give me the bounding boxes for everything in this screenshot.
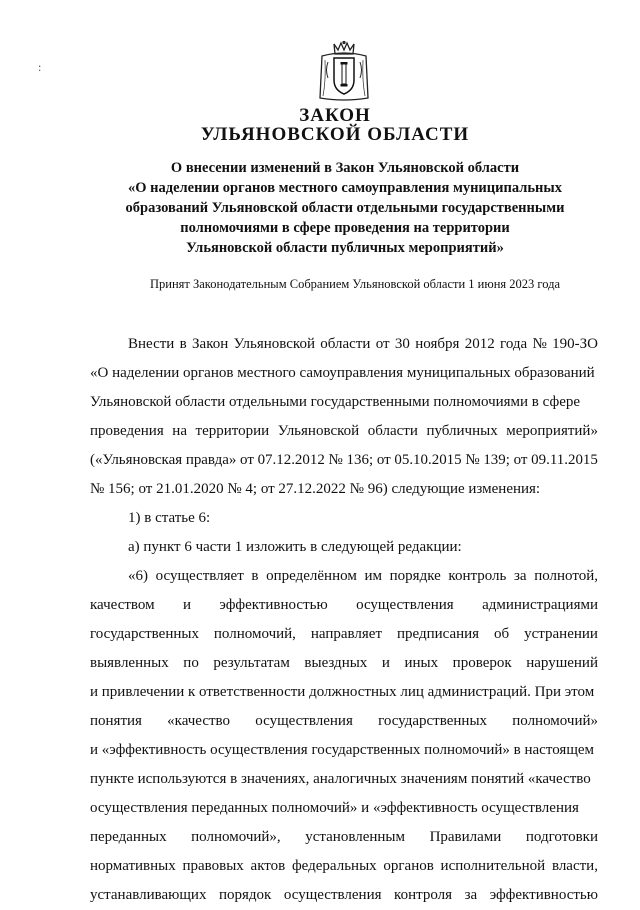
heading-line: Ульяновской области публичных мероприятий» xyxy=(186,240,504,256)
body-line xyxy=(90,881,598,910)
body-text: осуществления переданных полномочий» и «эффективность осуществления xyxy=(90,800,579,816)
body-text: а) пункт 6 части 1 изложить в следующей редакции: xyxy=(128,539,462,555)
body-text: № 156; от 21.01.2020 № 4; от 27.12.2022 № 96) следующие изменения: xyxy=(90,481,541,497)
body-word: контроль xyxy=(448,568,507,584)
body-word: устранении xyxy=(524,626,598,642)
body-word: исполнительной xyxy=(440,858,546,874)
body-line xyxy=(90,794,598,823)
body-word: 190-ЗО xyxy=(552,336,598,352)
body-word: полномочий» xyxy=(512,713,598,729)
body-word: порядке xyxy=(389,568,441,584)
body-word: осуществления xyxy=(356,597,454,613)
body-word: и xyxy=(182,597,192,613)
law-body-text xyxy=(90,330,598,910)
body-word: осуществляет xyxy=(155,568,244,584)
body-word: от xyxy=(375,336,390,352)
body-word: за xyxy=(464,887,478,903)
body-word: подготовки xyxy=(525,829,598,845)
body-word: полномочий», xyxy=(191,829,281,845)
body-line xyxy=(90,591,598,620)
body-word: выявленных xyxy=(90,655,169,671)
body-word: правовых xyxy=(182,858,244,874)
body-word: проведения xyxy=(90,423,164,439)
body-line xyxy=(90,707,598,736)
body-word: Внести xyxy=(128,336,175,352)
body-line xyxy=(90,475,598,504)
body-word: государственных xyxy=(378,713,488,729)
body-text: 1) в статье 6: xyxy=(128,510,211,526)
body-word: определённом xyxy=(266,568,357,584)
body-text: и «эффективность осуществления государственных полномочий» в настоящем xyxy=(90,742,595,758)
body-line xyxy=(90,736,598,765)
body-word: по xyxy=(183,655,199,671)
body-line xyxy=(90,533,598,562)
body-word: Закон xyxy=(192,336,229,352)
body-word: полномочий, xyxy=(213,626,296,642)
body-text: Ульяновской области отдельными государственными полномочиями в сфере xyxy=(90,394,581,410)
adoption-note: Принят Законодательным Собранием Ульяновской области 1 июня 2023 года xyxy=(150,277,560,291)
body-line xyxy=(90,620,598,649)
body-word: контроля xyxy=(394,887,453,903)
body-word: порядок xyxy=(219,887,272,903)
body-text: пункте используются в значениях, аналогичных значениям понятий «качество xyxy=(90,771,591,787)
law-heading xyxy=(80,158,610,258)
body-word: качеством xyxy=(90,597,155,613)
body-word: эффективностью xyxy=(489,887,598,903)
body-word: им xyxy=(364,568,382,584)
body-word: федеральных xyxy=(291,858,377,874)
body-word: устанавливающих xyxy=(90,887,207,903)
body-text: и привлечении к ответственности должностных лиц администраций. При этом xyxy=(90,684,595,700)
body-word: об xyxy=(494,626,510,642)
heading-line: «О наделении органов местного самоуправления муниципальных xyxy=(128,180,562,196)
body-word: Ульяновской xyxy=(233,336,315,352)
body-word: администрациями xyxy=(482,597,598,613)
body-word: на xyxy=(172,423,187,439)
body-word: № xyxy=(532,336,547,352)
body-word: переданных xyxy=(90,829,167,845)
law-title: ЗАКОН xyxy=(299,105,371,126)
body-word: года xyxy=(500,336,528,352)
heading-line: О внесении изменений в Закон Ульяновской области xyxy=(170,160,520,176)
body-word: проверок xyxy=(452,655,512,671)
body-line xyxy=(90,388,598,417)
body-word: и xyxy=(381,655,390,671)
body-line xyxy=(90,562,598,591)
body-word: за xyxy=(513,568,527,584)
body-line xyxy=(90,765,598,794)
body-text: («Ульяновская правда» от 07.12.2012 № 136; от 05.10.2015 № 139; от 09.11.2015 xyxy=(90,452,598,468)
coat-of-arms-icon xyxy=(316,40,372,102)
body-word: результатам xyxy=(213,655,290,671)
body-word: в xyxy=(251,568,259,584)
body-word: иных xyxy=(404,655,439,671)
body-word: органов xyxy=(383,858,434,874)
body-word: Правилами xyxy=(429,829,502,845)
body-word: области xyxy=(320,336,371,352)
body-word: 30 xyxy=(394,336,410,352)
body-text: «О наделении органов местного самоуправления муниципальных образований xyxy=(90,365,595,381)
body-word: 2012 xyxy=(464,336,495,352)
margin-mark: : xyxy=(38,60,42,74)
body-word: публичных xyxy=(426,423,498,439)
body-line xyxy=(90,359,598,388)
body-word: нормативных xyxy=(90,858,176,874)
body-word: «качество xyxy=(167,713,231,729)
body-word: нарушений xyxy=(526,655,598,671)
body-word: «6) xyxy=(128,568,148,584)
body-word: мероприятий» xyxy=(506,423,598,439)
heading-line: полномочиями в сфере проведения на территории xyxy=(180,220,510,236)
law-region: УЛЬЯНОВСКОЙ ОБЛАСТИ xyxy=(200,124,470,145)
body-line xyxy=(90,823,598,852)
body-word: области xyxy=(367,423,418,439)
body-word: осуществления xyxy=(283,887,382,903)
body-line xyxy=(90,649,598,678)
body-line xyxy=(90,446,598,475)
body-line xyxy=(90,504,598,533)
body-line xyxy=(90,330,598,359)
body-word: эффективностью xyxy=(219,597,328,613)
body-word: власти, xyxy=(551,858,598,874)
body-word: территории xyxy=(195,423,270,439)
body-word: осуществления xyxy=(255,713,353,729)
body-line xyxy=(90,417,598,446)
body-line xyxy=(90,678,598,707)
body-word: установленным xyxy=(305,829,405,845)
heading-line: образований Ульяновской области отдельными государственными xyxy=(125,200,565,216)
body-word: выездных xyxy=(304,655,368,671)
body-word: актов xyxy=(250,858,286,874)
body-word: в xyxy=(179,336,187,352)
body-word: предписания xyxy=(396,626,480,642)
body-word: направляет xyxy=(310,626,383,642)
body-word: Ульяновской xyxy=(277,423,360,439)
body-word: понятия xyxy=(90,713,142,729)
body-word: ноября xyxy=(415,336,460,352)
body-word: государственных xyxy=(90,626,199,642)
body-word: полнотой, xyxy=(534,568,598,584)
body-line xyxy=(90,852,598,881)
